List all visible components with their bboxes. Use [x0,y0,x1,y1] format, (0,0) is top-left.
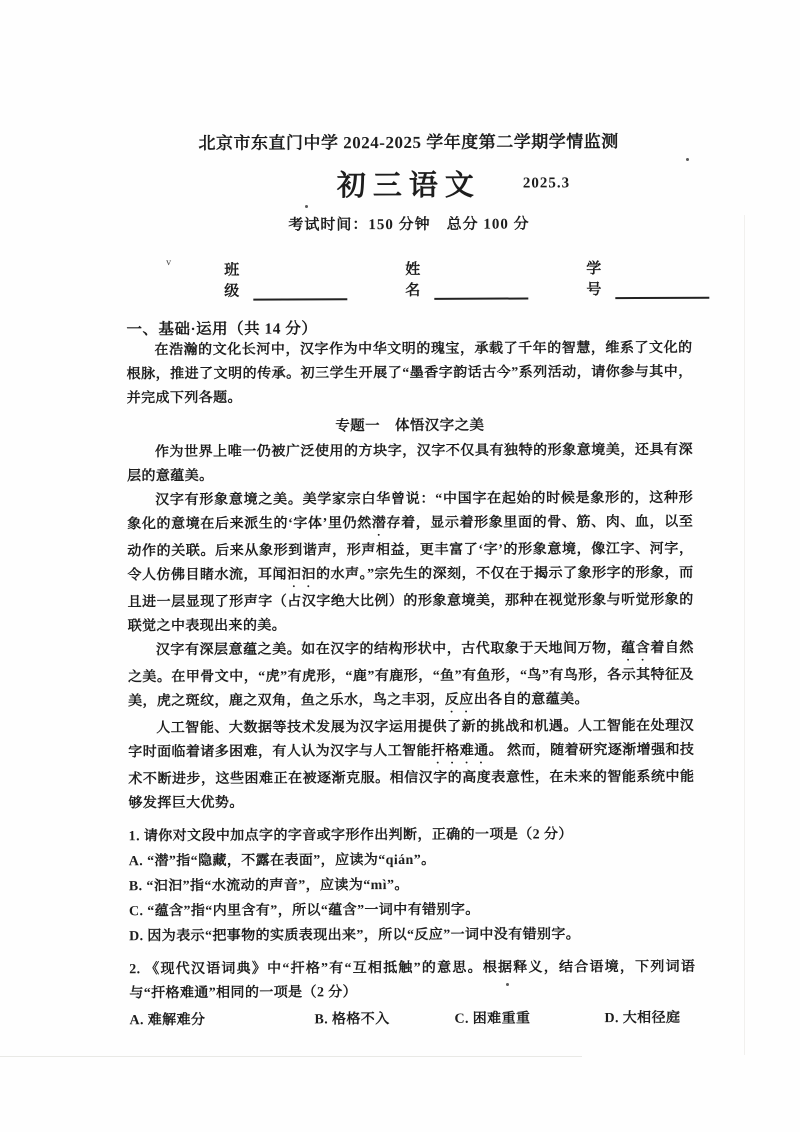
text-run: B. “汩汩”指“水流动的声音”，应读为“mì”。 [128,878,409,895]
student-info-row [126,257,692,301]
field-label: 学号 [586,261,602,299]
question-1 [129,823,695,849]
emphasized-dotted-text: 反应 [444,692,474,708]
scan-artifact-dot [686,158,689,161]
emphasized-dotted-text: 潜 [371,516,387,532]
field-label: 姓名 [405,261,421,300]
question-2 [129,956,695,1006]
text-run: 2. 《现代汉语词典》中“扞格”有“互相抵触”的意思。根据释义，结合语境，下列词语与“扞格难通”相同的一项是（2 分） [129,959,696,1002]
fill-in-blank [253,283,347,300]
exam-duration-score: 考试时间：150 分钟 总分 100 分 [288,216,530,234]
text-run: C. “蕴含”指“内里含有”，所以“蕴含”一词中有错别字。 [128,902,480,920]
text-run: 专题一 体悟汉字之美 [335,417,485,435]
question-2-options [129,1007,695,1033]
scan-artifact-mark: v [166,257,172,269]
option-item: A. 难解难分 [129,1012,206,1029]
question-1-option-c [129,897,695,924]
fill-in-blank [615,282,709,299]
page-bottom-edge-shadow [0,1056,582,1057]
document-blocks [126,337,695,1033]
exam-title-row [126,162,692,206]
intro-paragraph [126,337,692,411]
student-field-班级 [224,258,347,301]
exam-date: 2025.3 [522,175,571,192]
text-run: 在浩瀚的文化长河中，汉字作为中华文明的瑰宝，承载了千年的智慧，维系了文化的根脉，推进了文明的传承。初三学生开展了“墨香字韵话古今”系列活动，请你参与其中，并完成下列各题。 [126,340,693,407]
student-field-姓名 [405,257,528,300]
scan-artifact-dot [506,983,509,986]
text-run: 作为世界上唯一仍被广泛使用的方块字，汉字不仅具有独特的形象意境美，还具有深层的意蕴美。 [127,442,694,485]
paragraph-deep-meaning [128,637,694,717]
text-run: 1. 请你对文段中加点字的字音或字形作出判断，正确的一项是（2 分） [128,827,573,845]
text-run: 的水声。”宗先生的深刻，不仅在于揭示了象形字的形象，而且进一层显现了形声字（占汉字绝大比例）的形象意境美，那种在视觉形象与听觉形象的联觉之中表现出来的美。 [127,565,694,635]
option-item: B. 格格不入 [314,1012,390,1028]
paragraph-image-beauty [127,487,694,639]
text-run: 汉字有形象意境之美。美学家宗白华曾说：“中国字在起始的时候是象形的，这种形象化的意境在后来派生的‘字体’里仍然 [127,490,694,533]
page-right-edge-shadow [744,215,745,1055]
text-run: 存着，显示着形象里面的骨、筋、肉、血，以至动作的关联。后来从象形到谐声，形声相益，更丰富了‘字’的形象意境，像江字、河字，令人仿佛目睹水流，耳闻 [127,514,694,584]
field-label: 班级 [224,262,240,300]
text-run: A. “潜”指“隐藏，不露在表面”，应读为“qián”。 [128,852,436,870]
text-run: 。 然而，随着研究逐渐增强和技术不断进步，这些困难正在被逐渐克服。相信汉字的高度表意性，在未来的智能系统中能够发挥巨大优势。 [128,742,695,812]
student-field-学号 [586,257,709,300]
topic-heading-1 [127,413,693,439]
question-1-option-a [129,847,695,874]
emphasized-dotted-text: 蕴含 [621,640,651,657]
question-1-option-d [129,922,695,949]
emphasized-dotted-text: 汩汩 [287,567,317,583]
scan-artifact-dot [305,205,308,208]
page-content [125,0,695,1033]
option-item: D. 大相径庭 [604,1010,681,1027]
exam-title: 初三语文 [336,169,481,203]
paragraph-square-characters [127,439,693,489]
text-run: D. 因为表示“把事物的实质表现出来”，所以“反应”一词中没有错别字。 [129,927,581,945]
section-title-basics: 一、基础·运用（共 14 分） [126,320,318,339]
school-header-line: 北京市东直门中学 2024-2025 学年度第二学期学情监测 [198,132,619,153]
paragraph-ai [128,715,694,816]
emphasized-dotted-text: 扞格难通 [430,743,489,759]
text-run: 人工智能、大数据等技术发展为汉字运用提供了新的挑战和机遇。人工智能在处理汉字时面临着诸多困难，有人认为汉字与人工智能 [128,718,695,761]
fill-in-blank [434,282,528,299]
question-1-option-b [129,872,695,899]
text-run: 汉字有深层意蕴之美。如在汉字的结构形状中，古代取象于天地间万物， [155,641,622,659]
option-item: C. 困难重重 [454,1011,531,1027]
text-run: 着自然之美。在甲骨文中，“虎”有虎形，“鹿”有鹿形，“鱼”有鱼形，“鸟”有鸟形，各示其特征及美，虎之斑纹，鹿之双角，鱼之乐水，鸟之丰羽， [127,640,694,710]
text-run: 出各自的意蕴美。 [473,692,589,708]
